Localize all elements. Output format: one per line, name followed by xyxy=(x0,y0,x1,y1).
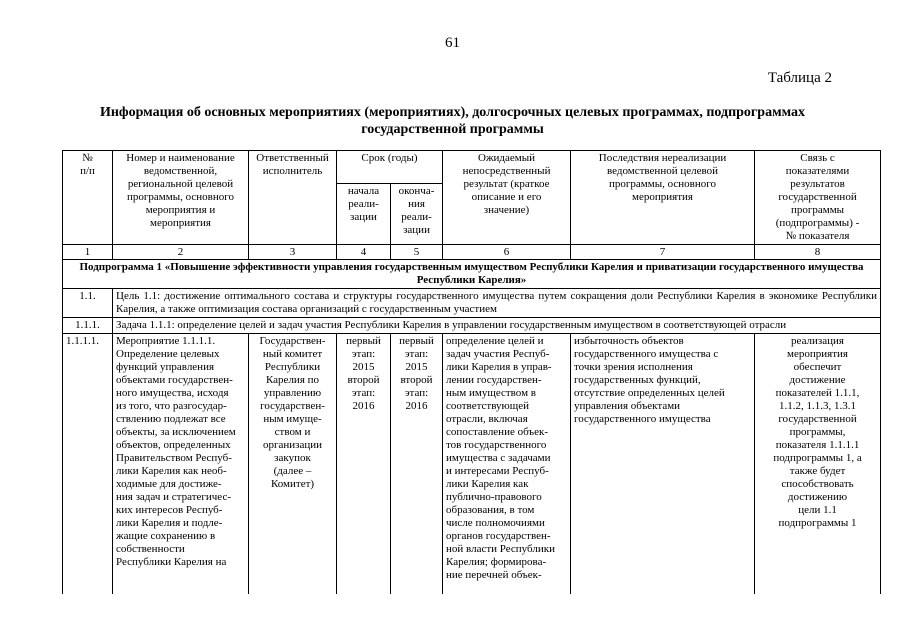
page-number: 61 xyxy=(445,35,460,51)
task-row xyxy=(63,318,881,334)
task-text: Задача 1.1.1: определение целей и задач участия Республики Карелия в управлении государственным имуществом в соответствующей отрасли xyxy=(113,318,881,334)
header-row xyxy=(63,151,881,184)
activity-result: определение целей и задач участия Респуб- лики Карелия в управ- лении государствен- ным имуществом в соответствующей отрасли, включая сопоставление объек- тов государственного имущества с задачами и интересами Респуб- лики Карелия как публично-правового образования, в том числе полномочиями органов государствен- ной власти Республики Карелия; формирова- ние перечней объек- xyxy=(443,334,571,595)
activity-executor: Государствен- ный комитет Республики Карелия по управлению государствен- ным имуще- ством и организации закупок (далее – Комитет) xyxy=(249,334,337,595)
goal-text: Цель 1.1: достижение оптимального состава и структуры государственного имущества путем сокращения доли Республики Карелия в экономике Республики Карелия, а также оптимизация состава организаций с государственным участием xyxy=(113,289,881,318)
activity-start: первый этап: 2015 второй этап: 2016 xyxy=(337,334,391,595)
activity-end: первый этап: 2015 второй этап: 2016 xyxy=(391,334,443,595)
activity-indicators: реализация мероприятия обеспечит достижение показателей 1.1.1, 1.1.2, 1.1.3, 1.3.1 государственной программы, показателя 1.1.1.1 подпрограммы 1, а также будет способствовать достижению цели 1.1 подпрограммы 1 xyxy=(755,334,881,595)
table-label: Таблица 2 xyxy=(767,70,832,86)
column-number: 3 xyxy=(249,245,337,260)
column-number: 4 xyxy=(337,245,391,260)
activity-consequence: избыточность объектов государственного имущества с точки зрения исполнения государственных функций, отсутствие определенных целей управления объектами государственного имущества xyxy=(571,334,755,595)
goal-row xyxy=(63,289,881,318)
subprogram-title: Подпрограмма 1 «Повышение эффективности управления государственным имуществом Республики Карелия и приватизации государственного имущества Республики Карелия» xyxy=(63,260,881,289)
header-end: оконча- ния реали- зации xyxy=(391,184,443,245)
activities-table xyxy=(62,150,881,594)
column-numbers-row xyxy=(63,245,881,260)
header-indicators: Связь с показателями результатов государственной программы (подпрограммы) - № показателя xyxy=(755,151,881,245)
column-number: 6 xyxy=(443,245,571,260)
header-number: № п/п xyxy=(63,151,113,245)
task-number: 1.1.1. xyxy=(63,318,113,334)
header-program-name: Номер и наименование ведомственной, региональной целевой программы, основного мероприятия и мероприятия xyxy=(113,151,249,245)
header-start: начала реали- зации xyxy=(337,184,391,245)
activity-number: 1.1.1.1. xyxy=(63,334,113,595)
column-number: 2 xyxy=(113,245,249,260)
activity-row xyxy=(63,334,881,595)
header-term: Срок (годы) xyxy=(337,151,443,184)
header-expected-result: Ожидаемый непосредственный результат (краткое описание и его значение) xyxy=(443,151,571,245)
activity-name: Мероприятие 1.1.1.1. Определение целевых функций управления объектами государствен- ного имущества, исходя из того, что разгосудар- ствлению подлежат все объекты, за исключением объектов, определенных Правительством Респуб- лики Карелия как необ- ходимые для достиже- ния задач и стратегичес- ких интересов Респуб- лики Карелия и подле- жащие сохранению в собственности Республики Карелия на xyxy=(113,334,249,595)
goal-number: 1.1. xyxy=(63,289,113,318)
column-number: 1 xyxy=(63,245,113,260)
column-number: 5 xyxy=(391,245,443,260)
header-consequences: Последствия нереализации ведомственной целевой программы, основного мероприятия xyxy=(571,151,755,245)
subprogram-row xyxy=(63,260,881,289)
document-title: Информация об основных мероприятиях (мероприятиях), долгосрочных целевых программах, подпрограммах государственной программы xyxy=(99,105,806,137)
column-number: 7 xyxy=(571,245,755,260)
header-executor: Ответственный исполнитель xyxy=(249,151,337,245)
column-number: 8 xyxy=(755,245,881,260)
